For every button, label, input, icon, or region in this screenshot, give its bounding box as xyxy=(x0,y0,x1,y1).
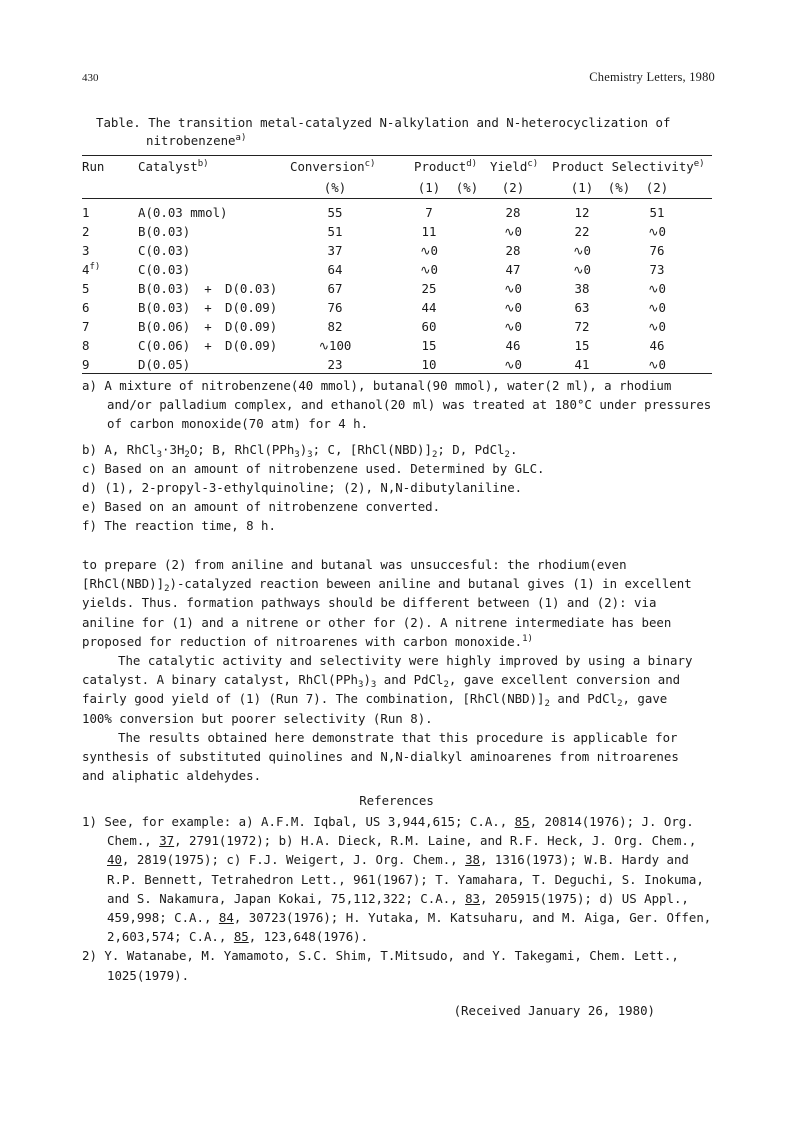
cell-sel-1: 72 xyxy=(574,319,590,334)
header-sel-2: (2) xyxy=(645,180,669,195)
table-bottom-rule xyxy=(82,373,712,374)
cell-conversion: 76 xyxy=(327,300,343,315)
body-text xyxy=(82,555,718,785)
footnote-b: b) A, $RhCl_3\cdot 3H_2O$; B, $RhCl(PPh_3)_3$; C, $[RhCl(NBD)]_2$; D, PdCl$_2$. xyxy=(82,442,518,460)
cell-conversion: 82 xyxy=(327,319,343,334)
cell-yield-2: 47 xyxy=(505,262,521,277)
cell-catalyst-1: B(0.03) xyxy=(138,300,191,315)
reference-2: 2) Y. Watanabe, M. Yamamoto, S.C. Shim, T.Mitsudo, and Y. Takegami, Chem. Lett., 1025(1979). xyxy=(82,948,679,983)
cell-conversion: 64 xyxy=(327,262,343,277)
cell-conversion: 55 xyxy=(327,205,343,220)
header-yield-1: (1) xyxy=(417,180,441,195)
cell-yield-1: 7 xyxy=(425,205,433,220)
cell-run: 4$^{f)}$ xyxy=(82,262,101,277)
cell-catalyst-1: C(0.03) xyxy=(138,262,191,277)
cell-sel-2: 73 xyxy=(649,262,665,277)
cell-conversion: 51 xyxy=(327,224,343,239)
cell-sel-1: 22 xyxy=(574,224,590,239)
cell-sel-2: ∿0 xyxy=(648,357,666,372)
cell-sel-2: ∿0 xyxy=(648,319,666,334)
page-number: 430 xyxy=(82,72,99,84)
cell-sel-1: 41 xyxy=(574,357,590,372)
cell-catalyst-2: D(0.09) xyxy=(225,338,278,353)
caption-line-1: Table. The transition metal-catalyzed N-alkylation and N-heterocyclization of xyxy=(96,115,671,130)
header-conversion: Conversion$^{c)}$ xyxy=(290,159,376,174)
para-2: The catalytic activity and selectivity were highly improved by using a binary xyxy=(118,653,693,669)
caption-line-2: nitrobenzene$^{a)}$ xyxy=(146,133,247,148)
cell-sel-1: 15 xyxy=(574,338,590,353)
footnote-e: e) Based on an amount of nitrobenzene converted. xyxy=(82,499,441,514)
table-caption xyxy=(96,114,716,150)
header-yield: Yield$^{c)}$ xyxy=(490,159,539,174)
cell-conversion: 37 xyxy=(327,243,343,258)
cell-run: 9 xyxy=(82,357,90,372)
header-catalyst: Catalyst$^{b)}$ xyxy=(138,159,209,174)
cell-plus: + xyxy=(204,319,212,334)
footnote-a-line-1: a) A mixture of nitrobenzene(40 mmol), butanal(90 mmol), water(2 ml), a rhodium xyxy=(82,378,672,393)
footnote-a xyxy=(82,377,712,433)
para-1: to prepare (2) from aniline and butanal was unsuccesful: the rhodium(even $[RhCl(NBD)]_2$)-catalyzed reaction beween aniline and butanal gives (1) in excellent yields. Thus. formation pathways should be different between (1) and (2): via aniline for (1) and a nitrene or other for (2). A nitrene intermediate has been proposed for reduction of nitroarenes with carbon monoxide.$^{1)}$ xyxy=(82,557,692,649)
header-sel-1: (1) xyxy=(570,180,594,195)
references-heading: References xyxy=(359,793,434,808)
header-conv-unit: (%) xyxy=(323,180,347,195)
cell-sel-1: ∿0 xyxy=(573,262,591,277)
cell-sel-1: ∿0 xyxy=(573,243,591,258)
cell-run: 2 xyxy=(82,224,90,239)
para-2-cont: catalyst. A binary catalyst, $RhCl(PPh_3)_3$ and PdCl$_2$, gave excellent conversion and fairly good yield of (1) (Run 7). The combination, $[RhCl(NBD)]_2$ and PdCl$_2$, gave 100% conversion but poorer selectivity (Run 8). xyxy=(82,672,681,726)
cell-sel-1: 12 xyxy=(574,205,590,220)
footnote-c: c) Based on an amount of nitrobenzene used. Determined by GLC. xyxy=(82,461,545,476)
cell-yield-1: 25 xyxy=(421,281,437,296)
cell-yield-1: 60 xyxy=(421,319,437,334)
header-yield-unit: (%) xyxy=(455,180,479,195)
cell-catalyst-2: D(0.03) xyxy=(225,281,278,296)
cell-run: 6 xyxy=(82,300,90,315)
cell-catalyst-1: A(0.03 mmol) xyxy=(138,205,228,220)
header-run: Run xyxy=(82,159,105,174)
cell-catalyst-1: C(0.03) xyxy=(138,243,191,258)
cell-plus: + xyxy=(204,338,212,353)
cell-sel-2: 46 xyxy=(649,338,665,353)
cell-plus: + xyxy=(204,281,212,296)
cell-yield-2: ∿0 xyxy=(504,319,522,334)
cell-yield-2: 28 xyxy=(505,243,521,258)
footnote-a-line-3: of carbon monoxide(70 atm) for 4 h. xyxy=(107,415,369,431)
reference-1: 1) See, for example: a) A.F.M. Iqbal, US 3,944,615; C.A., 85, 20814(1976); J. Org. Chem., 37, 2791(1972); b) H.A. Dieck, R.M. Laine, and R.F. Heck, J. Org. Chem., 40, 2819(1975); c) F.J. Weigert, J. Org. Chem., 38, 1316(1973); W.B. Hardy and R.P. Bennett, Tetrahedron Lett., 961(1967); T. Yamahara, T. Deguchi, S. Inokuma, and S. Nakamura, Japan Kokai, 75,112,322; C.A., 83, 205915(1975); d) US Appl., 459,998; C.A., 84, 30723(1976); H. Yutaka, M. Katsuharu, and M. Aiga, Ger. Offen, 2,603,574; C.A., 85, 123,648(1976). xyxy=(82,814,712,945)
footnote-d: d) (1), 2-propyl-3-ethylquinoline; (2), N,N-dibutylaniline. xyxy=(82,480,523,495)
cell-yield-2: ∿0 xyxy=(504,357,522,372)
cell-yield-1: 10 xyxy=(421,357,437,372)
cell-conversion: 67 xyxy=(327,281,343,296)
cell-catalyst-1: B(0.03) xyxy=(138,281,191,296)
header-product: Product$^{d)}$ xyxy=(414,159,478,174)
cell-sel-2: ∿0 xyxy=(648,224,666,239)
cell-sel-1: 38 xyxy=(574,281,590,296)
received-date: (Received January 26, 1980) xyxy=(453,1003,655,1018)
table-header-rule xyxy=(82,198,712,199)
cell-yield-2: ∿0 xyxy=(504,224,522,239)
cell-conversion: 23 xyxy=(327,357,343,372)
para-3-cont: synthesis of substituted quinolines and N,N-dialkyl aminoarenes from nitroarenes and aliphatic aldehydes. xyxy=(82,749,679,784)
cell-yield-1: 15 xyxy=(421,338,437,353)
cell-run: 5 xyxy=(82,281,90,296)
cell-conversion: ∿100 xyxy=(318,338,352,353)
cell-sel-2: ∿0 xyxy=(648,281,666,296)
cell-yield-1: ∿0 xyxy=(420,262,438,277)
cell-sel-1: 63 xyxy=(574,300,590,315)
cell-yield-1: ∿0 xyxy=(420,243,438,258)
cell-sel-2: 76 xyxy=(649,243,665,258)
cell-catalyst-1: C(0.06) xyxy=(138,338,191,353)
cell-run: 3 xyxy=(82,243,90,258)
cell-catalyst-2: D(0.09) xyxy=(225,319,278,334)
references-list xyxy=(82,812,718,985)
header-selectivity: Product Selectivity$^{e)}$ xyxy=(552,159,705,174)
cell-run: 7 xyxy=(82,319,90,334)
header-yield-2: (2) xyxy=(501,180,525,195)
para-3: The results obtained here demonstrate that this procedure is applicable for xyxy=(118,729,678,745)
cell-run: 1 xyxy=(82,205,90,220)
table-top-rule xyxy=(82,155,712,156)
cell-catalyst-1: B(0.06) xyxy=(138,319,191,334)
footnote-a-line-2: and/or palladium complex, and ethanol(20 ml) was treated at 180°C under pressures xyxy=(107,396,712,412)
cell-run: 8 xyxy=(82,338,90,353)
cell-yield-2: ∿0 xyxy=(504,281,522,296)
cell-catalyst-2: D(0.09) xyxy=(225,300,278,315)
cell-catalyst-1: D(0.05) xyxy=(138,357,191,372)
running-header: Chemistry Letters, 1980 xyxy=(589,70,715,84)
cell-sel-2: 51 xyxy=(649,205,665,220)
cell-catalyst-1: B(0.03) xyxy=(138,224,191,239)
cell-plus: + xyxy=(204,300,212,315)
cell-yield-2: ∿0 xyxy=(504,300,522,315)
footnote-f: f) The reaction time, 8 h. xyxy=(82,518,276,533)
cell-yield-2: 28 xyxy=(505,205,521,220)
cell-yield-1: 44 xyxy=(421,300,437,315)
header-sel-unit: (%) xyxy=(607,180,631,195)
cell-yield-1: 11 xyxy=(421,224,437,239)
cell-sel-2: ∿0 xyxy=(648,300,666,315)
cell-yield-2: 46 xyxy=(505,338,521,353)
